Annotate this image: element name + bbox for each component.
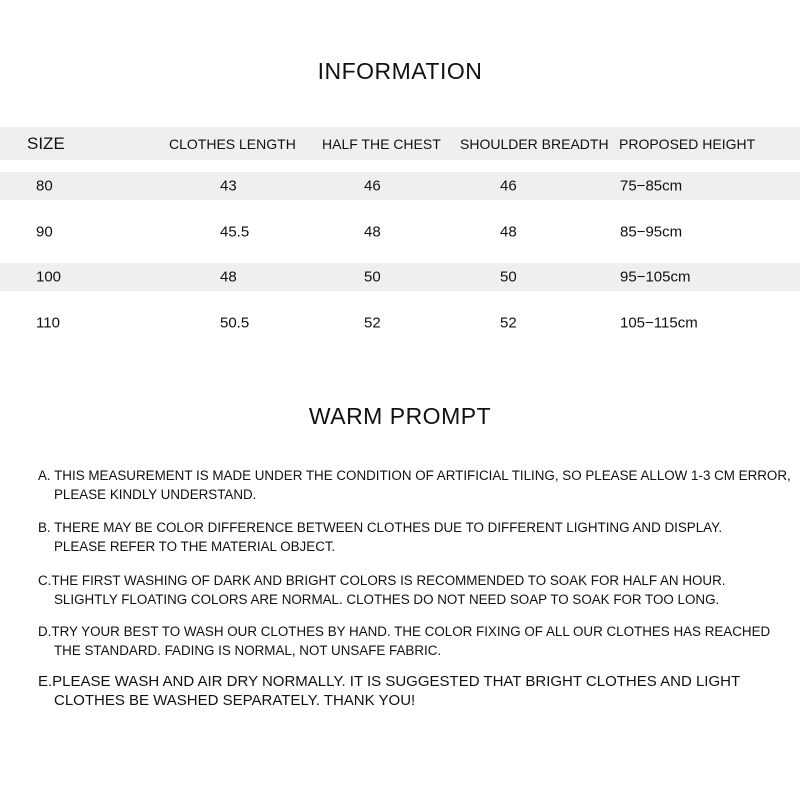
note-d-line1: D.TRY YOUR BEST TO WASH OUR CLOTHES BY HAND. THE COLOR FIXING OF ALL OUR CLOTHES HAS REACHED bbox=[38, 624, 771, 639]
note-e bbox=[38, 672, 740, 710]
cell-size: 90 bbox=[36, 223, 53, 241]
cell-shoulder-breadth: 52 bbox=[500, 314, 517, 332]
note-b-line1: B. THERE MAY BE COLOR DIFFERENCE BETWEEN CLOTHES DUE TO DIFFERENT LIGHTING AND DISPLAY. bbox=[38, 520, 723, 535]
cell-clothes-length: 43 bbox=[220, 177, 237, 195]
note-c-line2: SLIGHTLY FLOATING COLORS ARE NORMAL. CLOTHES DO NOT NEED SOAP TO SOAK FOR TOO LONG. bbox=[54, 592, 720, 607]
note-e-line1: E.PLEASE WASH AND AIR DRY NORMALLY. IT IS SUGGESTED THAT BRIGHT CLOTHES AND LIGHT bbox=[38, 673, 741, 690]
information-title: INFORMATION bbox=[317, 58, 483, 84]
note-a-line1: A. THIS MEASUREMENT IS MADE UNDER THE CONDITION OF ARTIFICIAL TILING, SO PLEASE ALLOW 1-3 CM ERROR, bbox=[38, 468, 791, 483]
header-shoulder-breadth: SHOULDER BREADTH bbox=[460, 135, 609, 152]
note-b bbox=[38, 518, 722, 556]
cell-clothes-length: 48 bbox=[220, 268, 237, 286]
cell-shoulder-breadth: 50 bbox=[500, 268, 517, 286]
cell-half-chest: 48 bbox=[364, 223, 381, 241]
cell-size: 80 bbox=[36, 177, 53, 195]
header-proposed-height: PROPOSED HEIGHT bbox=[619, 135, 756, 152]
header-clothes-length: CLOTHES LENGTH bbox=[169, 135, 296, 152]
cell-half-chest: 52 bbox=[364, 314, 381, 332]
note-d-line2: THE STANDARD. FADING IS NORMAL, NOT UNSAFE FABRIC. bbox=[54, 643, 442, 658]
note-a bbox=[38, 466, 791, 504]
cell-size: 100 bbox=[36, 268, 62, 286]
note-e-line2: CLOTHES BE WASHED SEPARATELY. THANK YOU! bbox=[54, 692, 416, 709]
cell-shoulder-breadth: 46 bbox=[500, 177, 517, 195]
note-d bbox=[38, 622, 770, 660]
cell-proposed-height: 75−85cm bbox=[620, 177, 683, 195]
cell-clothes-length: 50.5 bbox=[220, 314, 250, 332]
header-size: SIZE bbox=[27, 133, 65, 153]
cell-proposed-height: 95−105cm bbox=[620, 268, 691, 286]
table-row bbox=[0, 263, 800, 291]
warm-prompt-title: WARM PROMPT bbox=[308, 403, 492, 429]
note-b-line2: PLEASE REFER TO THE MATERIAL OBJECT. bbox=[54, 539, 336, 554]
header-half-chest: HALF THE CHEST bbox=[322, 135, 441, 152]
note-c-line1: C.THE FIRST WASHING OF DARK AND BRIGHT COLORS IS RECOMMENDED TO SOAK FOR HALF AN HOUR. bbox=[38, 573, 726, 588]
cell-proposed-height: 105−115cm bbox=[620, 314, 698, 332]
table-row bbox=[0, 308, 800, 338]
cell-size: 110 bbox=[36, 314, 60, 332]
cell-shoulder-breadth: 48 bbox=[500, 223, 517, 241]
size-table-header bbox=[0, 127, 800, 160]
note-c bbox=[38, 571, 725, 609]
note-a-line2: PLEASE KINDLY UNDERSTAND. bbox=[54, 487, 257, 502]
cell-proposed-height: 85−95cm bbox=[620, 223, 683, 241]
table-row bbox=[0, 172, 800, 200]
table-row bbox=[0, 216, 800, 248]
cell-half-chest: 50 bbox=[364, 268, 381, 286]
cell-half-chest: 46 bbox=[364, 177, 381, 195]
cell-clothes-length: 45.5 bbox=[220, 223, 250, 241]
